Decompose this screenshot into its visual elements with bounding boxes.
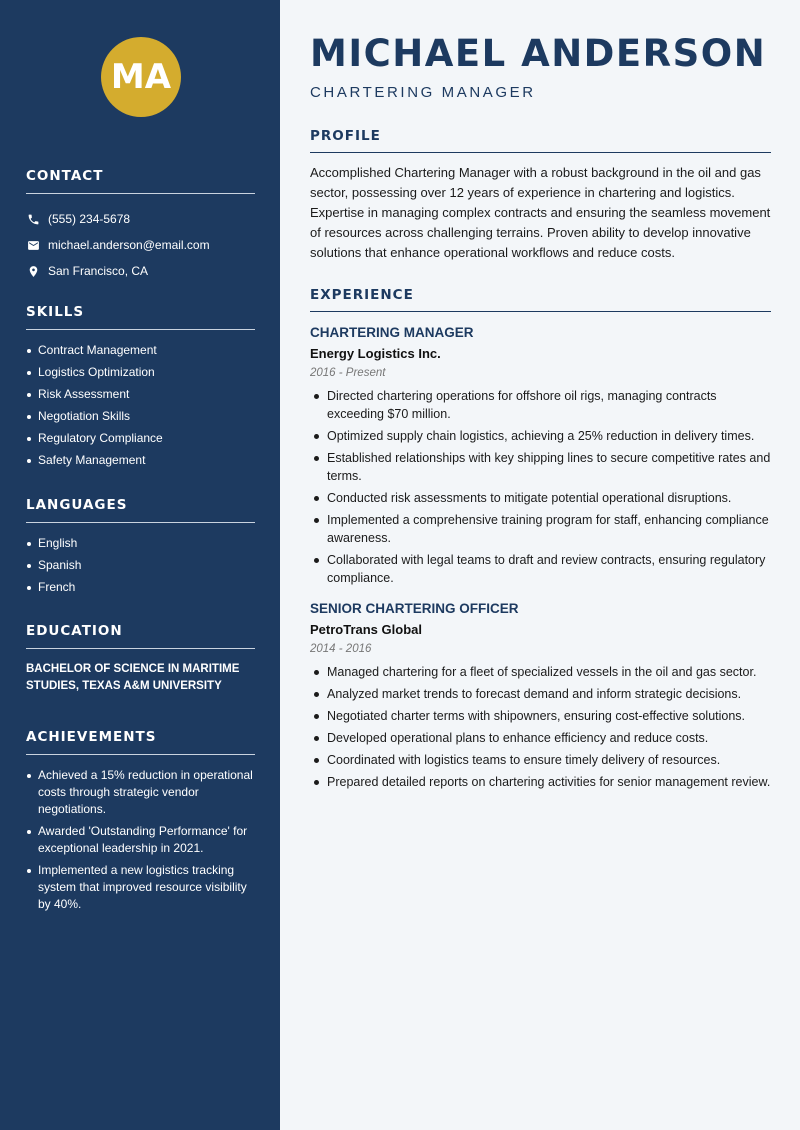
achievement-item: Implemented a new logistics tracking system that improved resource visibility by 40%. xyxy=(26,862,255,913)
profile-section xyxy=(310,128,771,263)
location-row xyxy=(26,258,255,284)
education-heading: EDUCATION xyxy=(26,623,255,649)
job-title: CHARTERING MANAGER xyxy=(310,325,474,340)
email-row xyxy=(26,232,255,258)
experience-section xyxy=(310,287,771,795)
phone-text: (555) 234-5678 xyxy=(48,212,131,226)
education-degree: BACHELOR OF SCIENCE IN MARITIME STUDIES, TEXAS A&M UNIVERSITY xyxy=(26,663,240,692)
achievement-item: Achieved a 15% reduction in operational costs through strategic vendor negotiations. xyxy=(26,767,255,818)
job-dates: 2016 - Present xyxy=(310,367,386,379)
job-dates: 2014 - 2016 xyxy=(310,643,372,655)
email-icon xyxy=(26,238,40,252)
education-section xyxy=(26,623,255,695)
candidate-name: MICHAEL ANDERSON xyxy=(310,32,767,75)
job-bullet: Prepared detailed reports on chartering activities for senior management review. xyxy=(310,773,771,791)
skill-item: Negotiation Skills xyxy=(26,408,255,425)
profile-heading: PROFILE xyxy=(310,128,771,153)
location-text: San Francisco, CA xyxy=(48,264,149,278)
email-text: michael.anderson@email.com xyxy=(48,238,210,252)
job-bullet: Managed chartering for a fleet of specialized vessels in the oil and gas sector. xyxy=(310,663,771,681)
initials-avatar: MA xyxy=(101,37,181,117)
skill-item: Logistics Optimization xyxy=(26,364,255,381)
phone-row xyxy=(26,206,255,232)
company-name: PetroTrans Global xyxy=(310,622,422,637)
job-entry xyxy=(310,325,771,587)
skill-item: Risk Assessment xyxy=(26,386,255,403)
language-item: English xyxy=(26,535,255,552)
job-bullet: Directed chartering operations for offshore oil rigs, managing contracts exceeding $70 million. xyxy=(310,387,771,423)
candidate-title: CHARTERING MANAGER xyxy=(310,84,536,101)
skill-item: Safety Management xyxy=(26,452,255,469)
phone-icon xyxy=(26,212,40,226)
job-bullet: Conducted risk assessments to mitigate potential operational disruptions. xyxy=(310,489,771,507)
job-bullet: Coordinated with logistics teams to ensure timely delivery of resources. xyxy=(310,751,771,769)
achievement-item: Awarded 'Outstanding Performance' for exceptional leadership in 2021. xyxy=(26,823,255,857)
skills-heading: SKILLS xyxy=(26,304,255,330)
skill-item: Regulatory Compliance xyxy=(26,430,255,447)
job-bullet: Implemented a comprehensive training program for staff, enhancing compliance awareness. xyxy=(310,511,771,547)
skills-section xyxy=(26,304,255,474)
job-bullet: Negotiated charter terms with shipowners, ensuring cost-effective solutions. xyxy=(310,707,771,725)
languages-heading: LANGUAGES xyxy=(26,497,255,523)
languages-section xyxy=(26,497,255,601)
location-icon xyxy=(26,264,40,278)
job-bullet: Established relationships with key shipping lines to secure competitive rates and terms. xyxy=(310,449,771,485)
achievements-section xyxy=(26,729,255,918)
contact-section xyxy=(26,168,255,284)
job-bullet: Collaborated with legal teams to draft and review contracts, ensuring regulatory compliance. xyxy=(310,551,771,587)
job-bullet: Analyzed market trends to forecast demand and inform strategic decisions. xyxy=(310,685,771,703)
profile-text: Accomplished Chartering Manager with a robust background in the oil and gas sector, possessing over 12 years of experience in chartering and logistics. Expertise in managing complex contracts and ensuring the seamless movement of resources across challenging terrains. Proven ability to develop innovative solutions that enhance operational workflows and reduce costs. xyxy=(310,165,771,260)
job-bullet: Optimized supply chain logistics, achieving a 25% reduction in delivery times. xyxy=(310,427,771,445)
contact-heading: CONTACT xyxy=(26,168,255,194)
job-entry xyxy=(310,601,771,791)
job-title: SENIOR CHARTERING OFFICER xyxy=(310,601,519,616)
achievements-heading: ACHIEVEMENTS xyxy=(26,729,255,755)
language-item: French xyxy=(26,579,255,596)
experience-heading: EXPERIENCE xyxy=(310,287,771,312)
company-name: Energy Logistics Inc. xyxy=(310,346,441,361)
language-item: Spanish xyxy=(26,557,255,574)
sidebar xyxy=(0,0,280,1130)
job-bullet: Developed operational plans to enhance efficiency and reduce costs. xyxy=(310,729,771,747)
skill-item: Contract Management xyxy=(26,342,255,359)
